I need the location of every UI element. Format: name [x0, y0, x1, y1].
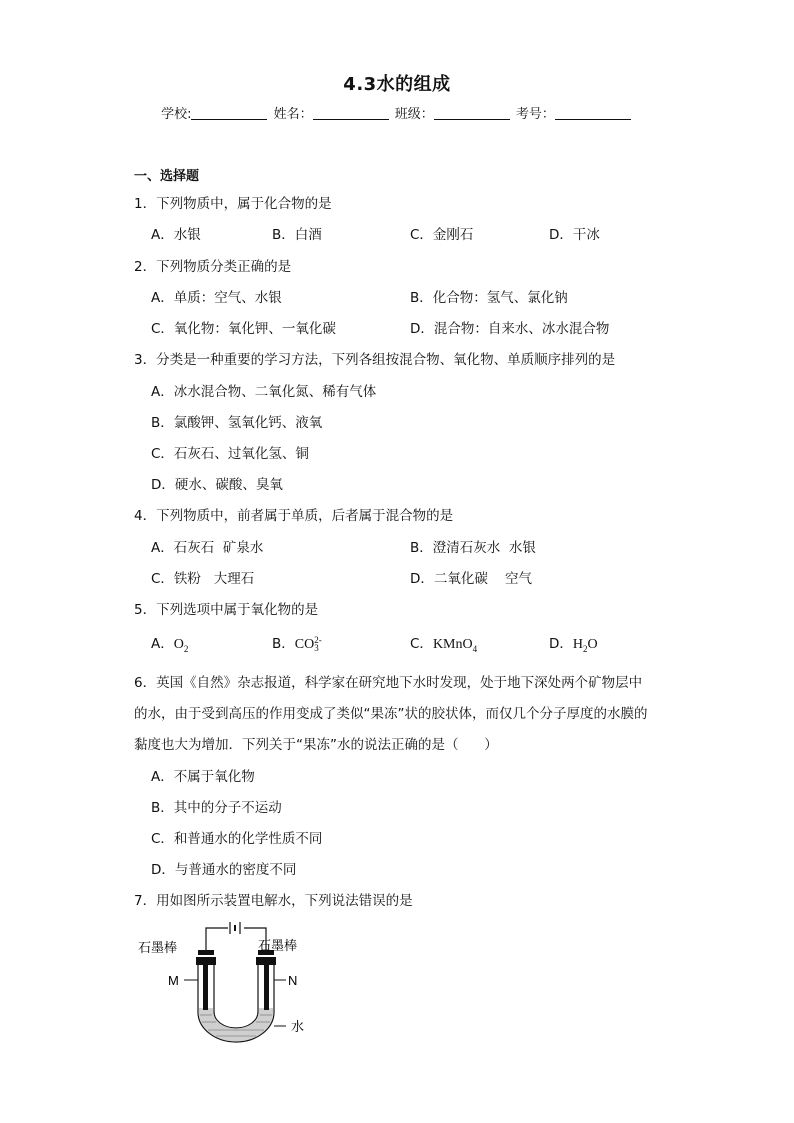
q5-c-formula [433, 637, 477, 652]
q5-b-main: CO [294, 637, 315, 652]
q1-option-b: B．白酒 [272, 227, 322, 243]
q5-option-c [410, 632, 477, 654]
exam-number-blank[interactable] [555, 107, 631, 120]
q4-option-a: A．石灰石 矿泉水 [151, 540, 264, 556]
q5-c-label: C． [410, 636, 433, 652]
q4-option-b: B．澄清石灰水 水银 [410, 540, 536, 556]
q2-option-d: D．混合物：自来水、冰水混合物 [410, 321, 610, 337]
battery-icon [206, 922, 266, 950]
q4-option-d: D．二氧化碳 空气 [410, 571, 533, 587]
q5-d-formula [573, 637, 598, 652]
q5-stem: 5．下列选项中属于氧化物的是 [134, 602, 319, 618]
q7-stem: 7．用如图所示装置电解水，下列说法错误的是 [134, 893, 413, 909]
q4-option-c: C．铁粉 大理石 [151, 571, 255, 587]
q6-stem-line-3: 黏度也大为增加．下列关于“果冻”水的说法正确的是（ ） [134, 737, 498, 753]
left-stopper-base [196, 957, 216, 965]
left-graphite-rod [203, 965, 208, 1010]
left-stopper [198, 950, 214, 955]
name-label: 姓名： [273, 107, 313, 122]
school-blank[interactable] [191, 107, 267, 120]
q5-b-sub: 3 [314, 643, 319, 653]
right-graphite-rod [264, 965, 269, 1010]
q2-option-c: C．氧化物：氧化钾、一氧化碳 [151, 321, 336, 337]
section-heading: 一、选择题 [134, 169, 200, 184]
exam-number-label: 考号： [515, 107, 555, 122]
q5-b-formula [295, 637, 322, 652]
school-label: 学校: [161, 107, 192, 122]
right-stopper-base [256, 957, 276, 965]
q5-d-label: D． [549, 636, 573, 652]
q3-option-b: B．氯酸钾、氢氧化钙、液氧 [151, 415, 323, 431]
q6-option-b: B．其中的分子不运动 [151, 800, 282, 816]
q1-stem: 1．下列物质中，属于化合物的是 [134, 196, 332, 212]
right-graphite-label: 石墨棒 [258, 938, 298, 953]
q3-option-a: A．冰水混合物、二氧化氮、稀有气体 [151, 384, 377, 400]
electrolysis-apparatus-diagram [136, 920, 316, 1050]
q5-a-label: A． [151, 636, 174, 652]
q5-a-formula [174, 637, 189, 652]
q6-option-c: C．和普通水的化学性质不同 [151, 831, 323, 847]
q5-option-a [151, 632, 188, 654]
student-info-fields [0, 103, 794, 122]
q6-stem-line-2: 的水，由于受到高压的作用变成了类似“果冻”状的胶状体，而仅几个分子厚度的水膜的 [134, 706, 648, 722]
q5-c-main: KMnO [432, 637, 473, 652]
q5-a-main: O [173, 637, 184, 652]
water-label: 水 [291, 1019, 305, 1034]
q1-option-d: D．干冰 [549, 227, 600, 243]
tube-m-label: M [168, 973, 179, 988]
q5-b-label: B． [272, 636, 295, 652]
q2-stem: 2．下列物质分类正确的是 [134, 259, 292, 275]
q5-b-sup: 2- [314, 635, 322, 645]
q5-a-sub: 2 [183, 643, 189, 654]
class-blank[interactable] [434, 107, 510, 120]
q3-option-d: D．硬水、碳酸、臭氧 [151, 477, 283, 493]
q5-option-b [272, 632, 322, 653]
q1-option-a: A．水银 [151, 227, 201, 243]
q5-option-d [549, 632, 598, 654]
q6-stem-line-1: 6．英国《自然》杂志报道，科学家在研究地下水时发现，处于地下深处两个矿物层中 [134, 675, 643, 691]
water-fill [199, 1008, 274, 1041]
q5-d-main: H [572, 637, 584, 652]
tube-n-label: N [288, 973, 298, 988]
q5-c-sub: 4 [472, 643, 478, 654]
q3-option-c: C．石灰石、过氧化氢、铜 [151, 446, 309, 462]
q5-d-sub: 2 [583, 643, 588, 654]
q1-option-c: C．金刚石 [410, 227, 474, 243]
name-blank[interactable] [313, 107, 389, 120]
class-label: 班级： [394, 107, 434, 122]
q4-stem: 4．下列物质中，前者属于单质，后者属于混合物的是 [134, 508, 454, 524]
q5-d-tail: O [587, 637, 598, 652]
q2-option-a: A．单质：空气、水银 [151, 290, 282, 306]
page-title: 4.3水的组成 [343, 74, 451, 95]
q2-option-b: B．化合物：氢气、氯化钠 [410, 290, 568, 306]
left-graphite-label: 石墨棒 [138, 940, 178, 955]
q3-stem: 3．分类是一种重要的学习方法，下列各组按混合物、氧化物、单质顺序排列的是 [134, 352, 616, 368]
q6-option-a: A．不属于氧化物 [151, 769, 255, 785]
q6-option-d: D．与普通水的密度不同 [151, 862, 297, 878]
